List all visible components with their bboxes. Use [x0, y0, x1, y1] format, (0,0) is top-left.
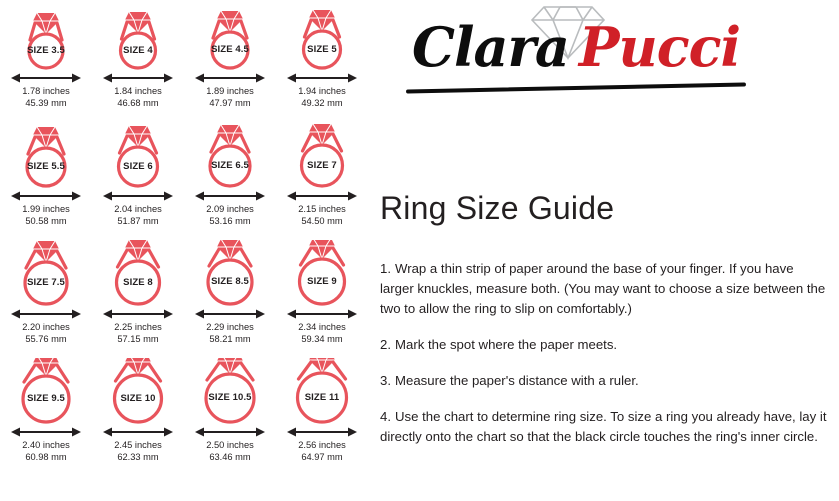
- measure-mm: 53.16 mm: [209, 215, 251, 226]
- measurement-arrow: [276, 72, 368, 86]
- ring-illustration: [0, 4, 92, 70]
- ring-measurement: [184, 440, 276, 463]
- ring-size-cell: [276, 4, 368, 122]
- ring-gem-icon: [125, 12, 151, 33]
- ring-measurement: [276, 204, 368, 227]
- measurement-arrow: [0, 72, 92, 86]
- ring-measurement: [0, 322, 92, 345]
- measurement-arrow: [0, 426, 92, 440]
- measure-mm: 60.98 mm: [25, 451, 67, 462]
- brand-name-second: Pucci: [578, 15, 741, 79]
- brand-wordmark: [376, 16, 776, 79]
- measure-mm: 57.15 mm: [117, 333, 159, 344]
- measure-inches: 2.50 inches: [206, 440, 254, 450]
- measurement-arrow: [184, 426, 276, 440]
- measure-inches: 2.04 inches: [114, 204, 162, 214]
- measurement-arrow: [184, 72, 276, 86]
- ring-measurement: [92, 322, 184, 345]
- ring-size-cell: [0, 122, 92, 240]
- ring-gem-icon: [309, 10, 335, 31]
- ring-measurement: [0, 86, 92, 109]
- step-number: 2.: [380, 337, 391, 353]
- measurement-arrow: [184, 190, 276, 204]
- ring-gem-icon: [33, 241, 59, 262]
- ring-illustration: [184, 122, 276, 188]
- measure-inches: 2.34 inches: [298, 322, 346, 332]
- step-text: Wrap a thin strip of paper around the base of your finger. If you have larger knuckles, measure both. (You may want to choose a size between the two to allow the ring to slip on comfortably.): [380, 261, 826, 317]
- measure-mm: 59.34 mm: [301, 333, 343, 344]
- ring-illustration: [92, 358, 184, 424]
- ring-illustration: [0, 358, 92, 424]
- brand-logo: [376, 2, 776, 102]
- logo-underline: [406, 82, 746, 93]
- ring-size-label: SIZE 5: [307, 43, 337, 55]
- measure-mm: 46.68 mm: [117, 97, 159, 108]
- ring-illustration: [92, 4, 184, 70]
- ring-illustration: [276, 4, 368, 70]
- ring-measurement: [184, 322, 276, 345]
- measure-inches: 2.15 inches: [298, 204, 346, 214]
- measure-mm: 50.58 mm: [25, 215, 67, 226]
- ring-gem-icon: [217, 240, 243, 260]
- ring-size-label: SIZE 6.5: [211, 160, 249, 171]
- ring-measurement: [92, 440, 184, 463]
- ring-size-chart: [0, 0, 368, 501]
- ring-size-cell: [184, 358, 276, 476]
- instruction-step: [380, 407, 830, 447]
- guide-panel: [368, 0, 839, 501]
- ring-size-cell: [184, 240, 276, 358]
- ring-size-label: SIZE 4.5: [211, 44, 249, 55]
- ring-size-label: SIZE 7.5: [27, 277, 65, 288]
- ring-measurement: [276, 86, 368, 109]
- ring-gem-icon: [217, 11, 243, 32]
- step-number: 4.: [380, 409, 391, 425]
- measure-inches: 2.20 inches: [22, 322, 70, 332]
- ring-size-label: SIZE 9.5: [27, 393, 65, 404]
- ring-gem-icon: [125, 126, 151, 147]
- step-text: Measure the paper's distance with a ruler.: [395, 373, 639, 389]
- measure-mm: 64.97 mm: [301, 451, 343, 462]
- measure-inches: 2.56 inches: [298, 440, 346, 450]
- ring-size-label: SIZE 8: [123, 276, 153, 288]
- measure-inches: 2.09 inches: [206, 204, 254, 214]
- measurement-arrow: [92, 426, 184, 440]
- measurement-arrow: [92, 190, 184, 204]
- ring-size-cell: [92, 4, 184, 122]
- ring-size-cell: [276, 240, 368, 358]
- ring-illustration: [276, 240, 368, 306]
- measurement-arrow: [276, 308, 368, 322]
- measure-mm: 62.33 mm: [117, 451, 159, 462]
- measurement-arrow: [92, 308, 184, 322]
- ring-measurement: [0, 440, 92, 463]
- ring-size-label: SIZE 4: [123, 44, 153, 56]
- instruction-steps: [380, 246, 830, 463]
- ring-gem-icon: [217, 125, 243, 146]
- measure-mm: 51.87 mm: [117, 215, 159, 226]
- ring-illustration: [184, 4, 276, 70]
- ring-size-cell: [276, 358, 368, 476]
- instruction-step: [380, 335, 830, 355]
- ring-illustration: [92, 240, 184, 306]
- measurement-arrow: [92, 72, 184, 86]
- ring-size-label: SIZE 10: [120, 392, 156, 404]
- ring-size-label: SIZE 11: [304, 391, 340, 403]
- measurement-arrow: [184, 308, 276, 322]
- measure-inches: 2.29 inches: [206, 322, 254, 332]
- ring-illustration: [184, 240, 276, 306]
- ring-size-cell: [92, 240, 184, 358]
- measure-inches: 2.45 inches: [114, 440, 162, 450]
- ring-measurement: [92, 204, 184, 227]
- measurement-arrow: [0, 190, 92, 204]
- ring-size-cell: [276, 122, 368, 240]
- measurement-arrow: [0, 308, 92, 322]
- ring-size-label: SIZE 10.5: [208, 392, 252, 403]
- ring-gem-icon: [217, 358, 243, 374]
- ring-size-label: SIZE 7: [307, 159, 337, 171]
- ring-size-cell: [92, 358, 184, 476]
- ring-size-cell: [184, 122, 276, 240]
- measure-mm: 58.21 mm: [209, 333, 251, 344]
- ring-measurement: [0, 204, 92, 227]
- measure-inches: 1.99 inches: [22, 204, 70, 214]
- measure-mm: 55.76 mm: [25, 333, 67, 344]
- measure-inches: 1.89 inches: [206, 86, 254, 96]
- brand-name-first: Clara: [411, 15, 569, 79]
- ring-size-cell: [0, 4, 92, 122]
- instruction-step: [380, 371, 830, 391]
- step-text: Use the chart to determine ring size. To size a ring you already have, lay it directly onto the chart so that the black circle touches the ring's inner circle.: [380, 409, 827, 445]
- ring-illustration: [184, 358, 276, 424]
- measure-mm: 54.50 mm: [301, 215, 343, 226]
- ring-illustration: [0, 122, 92, 188]
- measure-inches: 2.25 inches: [114, 322, 162, 332]
- ring-size-label: SIZE 3.5: [27, 45, 65, 56]
- step-number: 1.: [380, 261, 391, 277]
- measure-mm: 49.32 mm: [301, 97, 343, 108]
- measure-inches: 2.40 inches: [22, 440, 70, 450]
- ring-measurement: [92, 86, 184, 109]
- ring-size-label: SIZE 5.5: [27, 161, 65, 172]
- ring-measurement: [184, 86, 276, 109]
- ring-gem-icon: [309, 124, 335, 145]
- measurement-arrow: [276, 190, 368, 204]
- measure-inches: 1.94 inches: [298, 86, 346, 96]
- ring-illustration: [92, 122, 184, 188]
- measure-mm: 47.97 mm: [209, 97, 251, 108]
- page-title: Ring Size Guide: [380, 190, 615, 226]
- ring-size-label: SIZE 8.5: [211, 276, 249, 287]
- step-number: 3.: [380, 373, 391, 389]
- ring-illustration: [0, 240, 92, 306]
- ring-gem-icon: [33, 358, 59, 376]
- ring-size-label: SIZE 6: [123, 160, 153, 172]
- measure-mm: 45.39 mm: [25, 97, 67, 108]
- ring-measurement: [276, 440, 368, 463]
- ring-measurement: [184, 204, 276, 227]
- ring-measurement: [276, 322, 368, 345]
- ring-gem-icon: [125, 358, 151, 375]
- instruction-step: [380, 259, 830, 319]
- ring-gem-icon: [125, 240, 151, 261]
- ring-illustration: [276, 122, 368, 188]
- measurement-arrow: [276, 426, 368, 440]
- ring-gem-icon: [309, 240, 335, 259]
- ring-size-label: SIZE 9: [307, 275, 337, 287]
- measure-inches: 1.78 inches: [22, 86, 70, 96]
- ring-gem-icon: [33, 13, 59, 34]
- ring-size-cell: [0, 240, 92, 358]
- ring-size-cell: [0, 358, 92, 476]
- ring-size-cell: [92, 122, 184, 240]
- measure-inches: 1.84 inches: [114, 86, 162, 96]
- step-text: Mark the spot where the paper meets.: [395, 337, 618, 353]
- measure-mm: 63.46 mm: [209, 451, 251, 462]
- ring-size-cell: [184, 4, 276, 122]
- ring-gem-icon: [33, 127, 59, 148]
